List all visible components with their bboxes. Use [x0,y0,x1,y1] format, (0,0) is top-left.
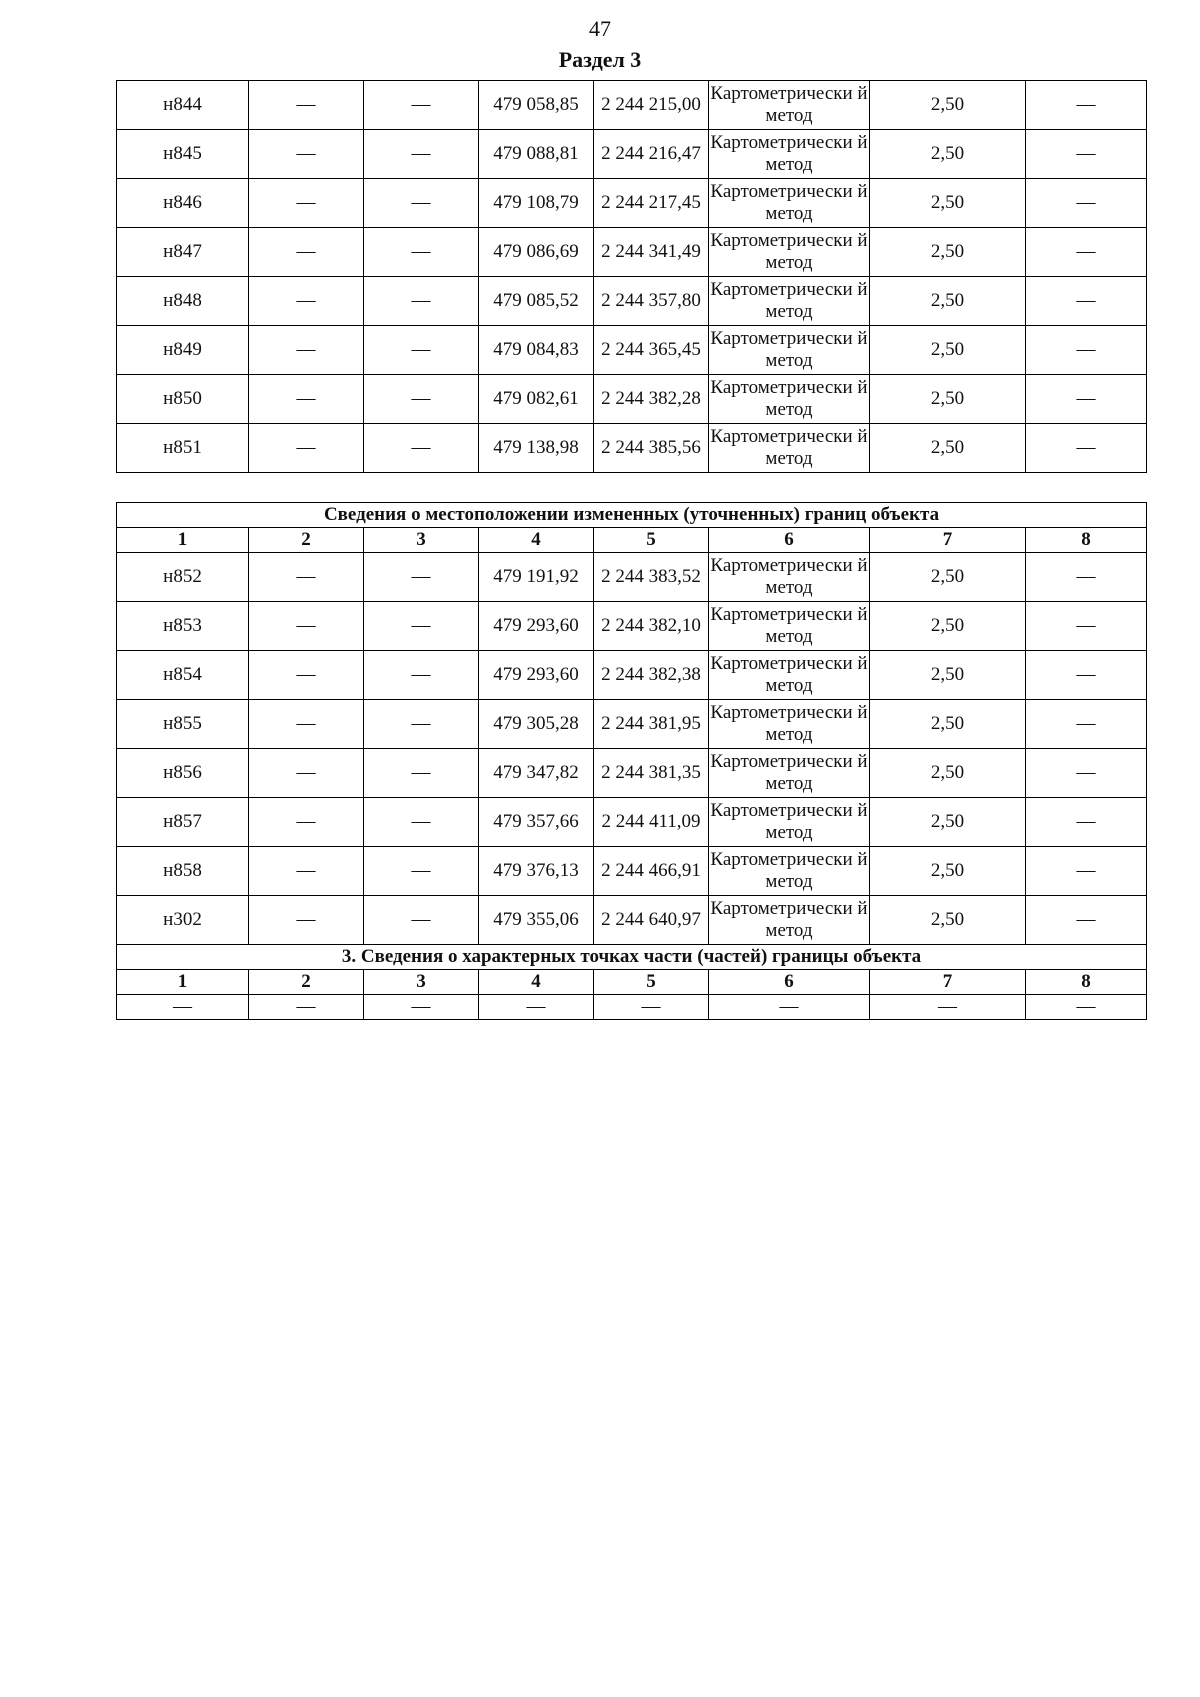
old-x-cell: — [249,179,364,228]
new-x-cell: 479 084,83 [479,326,594,375]
column-number-header: 3 [364,528,479,553]
empty-cell: — [117,995,249,1020]
table-row [117,798,1147,847]
method-cell: Картометрически й метод [709,326,870,375]
method-cell: Картометрически й метод [709,798,870,847]
method-cell: Картометрически й метод [709,130,870,179]
point-id-cell: н847 [117,228,249,277]
table-row [117,602,1147,651]
section-title: Раздел 3 [558,47,642,72]
description-cell: — [1026,130,1147,179]
point-id-cell: н302 [117,896,249,945]
description-cell: — [1026,700,1147,749]
new-x-cell: 479 293,60 [479,602,594,651]
section3-column-number-row [117,970,1147,995]
old-x-cell: — [249,424,364,473]
old-y-cell: — [364,326,479,375]
column-number-header: 8 [1026,970,1147,995]
point-id-cell: н848 [117,277,249,326]
section3-caption-row [117,945,1147,970]
old-y-cell: — [364,228,479,277]
point-id-cell: н844 [117,81,249,130]
new-y-cell: 2 244 382,10 [594,602,709,651]
description-cell: — [1026,651,1147,700]
empty-cell: — [594,995,709,1020]
column-number-header: 1 [117,970,249,995]
coordinates-table-2-body [117,503,1147,1020]
description-cell: — [1026,277,1147,326]
precision-cell: 2,50 [870,375,1026,424]
new-x-cell: 479 293,60 [479,651,594,700]
precision-cell: 2,50 [870,553,1026,602]
empty-cell: — [479,995,594,1020]
coordinates-table-2 [116,502,1147,1020]
description-cell: — [1026,847,1147,896]
old-y-cell: — [364,847,479,896]
point-id-cell: н853 [117,602,249,651]
point-id-cell: н858 [117,847,249,896]
precision-cell: 2,50 [870,798,1026,847]
old-y-cell: — [364,179,479,228]
new-y-cell: 2 244 215,00 [594,81,709,130]
point-id-cell: н855 [117,700,249,749]
new-y-cell: 2 244 385,56 [594,424,709,473]
column-number-header: 4 [479,970,594,995]
old-x-cell: — [249,700,364,749]
table-row [117,700,1147,749]
empty-cell: — [364,995,479,1020]
method-cell: Картометрически й метод [709,277,870,326]
table-row [117,553,1147,602]
old-y-cell: — [364,81,479,130]
coordinates-table-1 [116,80,1147,473]
description-cell: — [1026,375,1147,424]
new-x-cell: 479 085,52 [479,277,594,326]
new-x-cell: 479 355,06 [479,896,594,945]
column-number-header: 7 [870,970,1026,995]
table-row [117,81,1147,130]
old-y-cell: — [364,424,479,473]
new-x-cell: 479 088,81 [479,130,594,179]
description-cell: — [1026,81,1147,130]
precision-cell: 2,50 [870,326,1026,375]
table-row [117,749,1147,798]
new-x-cell: 479 108,79 [479,179,594,228]
empty-cell: — [249,995,364,1020]
new-y-cell: 2 244 381,95 [594,700,709,749]
empty-cell: — [870,995,1026,1020]
new-x-cell: 479 058,85 [479,81,594,130]
new-y-cell: 2 244 217,45 [594,179,709,228]
old-x-cell: — [249,798,364,847]
new-x-cell: 479 357,66 [479,798,594,847]
method-cell: Картометрически й метод [709,700,870,749]
precision-cell: 2,50 [870,700,1026,749]
method-cell: Картометрически й метод [709,651,870,700]
old-x-cell: — [249,130,364,179]
table-row [117,277,1147,326]
new-x-cell: 479 082,61 [479,375,594,424]
method-cell: Картометрически й метод [709,228,870,277]
point-id-cell: н854 [117,651,249,700]
new-y-cell: 2 244 381,35 [594,749,709,798]
method-cell: Картометрически й метод [709,424,870,473]
old-x-cell: — [249,602,364,651]
new-x-cell: 479 376,13 [479,847,594,896]
method-cell: Картометрически й метод [709,847,870,896]
description-cell: — [1026,798,1147,847]
old-x-cell: — [249,896,364,945]
table-row [117,375,1147,424]
new-y-cell: 2 244 466,91 [594,847,709,896]
method-cell: Картометрически й метод [709,81,870,130]
method-cell: Картометрически й метод [709,602,870,651]
method-cell: Картометрически й метод [709,749,870,798]
precision-cell: 2,50 [870,130,1026,179]
description-cell: — [1026,553,1147,602]
table-row [117,228,1147,277]
description-cell: — [1026,424,1147,473]
column-number-header: 5 [594,528,709,553]
coordinates-table-1-body [117,81,1147,473]
new-y-cell: 2 244 365,45 [594,326,709,375]
precision-cell: 2,50 [870,81,1026,130]
old-x-cell: — [249,847,364,896]
old-y-cell: — [364,896,479,945]
old-x-cell: — [249,553,364,602]
old-x-cell: — [249,277,364,326]
old-x-cell: — [249,326,364,375]
table-caption: Сведения о местоположении измененных (уточненных) границ объекта [117,503,1147,528]
old-y-cell: — [364,130,479,179]
old-x-cell: — [249,81,364,130]
table-row [117,424,1147,473]
point-id-cell: н851 [117,424,249,473]
table-row [117,130,1147,179]
section3-empty-row [117,995,1147,1020]
new-y-cell: 2 244 383,52 [594,553,709,602]
precision-cell: 2,50 [870,847,1026,896]
section3-caption: 3. Сведения о характерных точках части (частей) границы объекта [117,945,1147,970]
new-y-cell: 2 244 411,09 [594,798,709,847]
old-y-cell: — [364,375,479,424]
description-cell: — [1026,896,1147,945]
new-x-cell: 479 347,82 [479,749,594,798]
method-cell: Картометрически й метод [709,179,870,228]
column-number-header: 6 [709,970,870,995]
column-number-header: 7 [870,528,1026,553]
new-y-cell: 2 244 382,28 [594,375,709,424]
old-x-cell: — [249,749,364,798]
description-cell: — [1026,749,1147,798]
column-number-header: 4 [479,528,594,553]
old-y-cell: — [364,277,479,326]
table-row [117,179,1147,228]
column-number-header: 3 [364,970,479,995]
old-x-cell: — [249,228,364,277]
column-number-header: 5 [594,970,709,995]
column-number-header: 8 [1026,528,1147,553]
old-x-cell: — [249,375,364,424]
precision-cell: 2,50 [870,228,1026,277]
point-id-cell: н849 [117,326,249,375]
new-y-cell: 2 244 640,97 [594,896,709,945]
table-row [117,896,1147,945]
point-id-cell: н852 [117,553,249,602]
table-row [117,326,1147,375]
method-cell: Картометрически й метод [709,896,870,945]
new-x-cell: 479 305,28 [479,700,594,749]
column-number-header: 2 [249,970,364,995]
old-y-cell: — [364,651,479,700]
new-y-cell: 2 244 341,49 [594,228,709,277]
old-y-cell: — [364,553,479,602]
precision-cell: 2,50 [870,179,1026,228]
method-cell: Картометрически й метод [709,553,870,602]
column-number-header: 6 [709,528,870,553]
description-cell: — [1026,602,1147,651]
old-y-cell: — [364,798,479,847]
point-id-cell: н845 [117,130,249,179]
new-x-cell: 479 191,92 [479,553,594,602]
precision-cell: 2,50 [870,651,1026,700]
column-number-header: 1 [117,528,249,553]
old-y-cell: — [364,602,479,651]
new-y-cell: 2 244 382,38 [594,651,709,700]
new-y-cell: 2 244 357,80 [594,277,709,326]
old-y-cell: — [364,749,479,798]
precision-cell: 2,50 [870,277,1026,326]
new-x-cell: 479 138,98 [479,424,594,473]
point-id-cell: н856 [117,749,249,798]
column-number-row [117,528,1147,553]
column-number-header: 2 [249,528,364,553]
precision-cell: 2,50 [870,896,1026,945]
point-id-cell: н846 [117,179,249,228]
old-x-cell: — [249,651,364,700]
precision-cell: 2,50 [870,602,1026,651]
empty-cell: — [1026,995,1147,1020]
table-row [117,847,1147,896]
table-caption-row [117,503,1147,528]
description-cell: — [1026,179,1147,228]
description-cell: — [1026,326,1147,375]
point-id-cell: н850 [117,375,249,424]
new-x-cell: 479 086,69 [479,228,594,277]
old-y-cell: — [364,700,479,749]
empty-cell: — [709,995,870,1020]
page-number: 47 [589,16,611,41]
description-cell: — [1026,228,1147,277]
point-id-cell: н857 [117,798,249,847]
method-cell: Картометрически й метод [709,375,870,424]
new-y-cell: 2 244 216,47 [594,130,709,179]
table-row [117,651,1147,700]
precision-cell: 2,50 [870,749,1026,798]
precision-cell: 2,50 [870,424,1026,473]
